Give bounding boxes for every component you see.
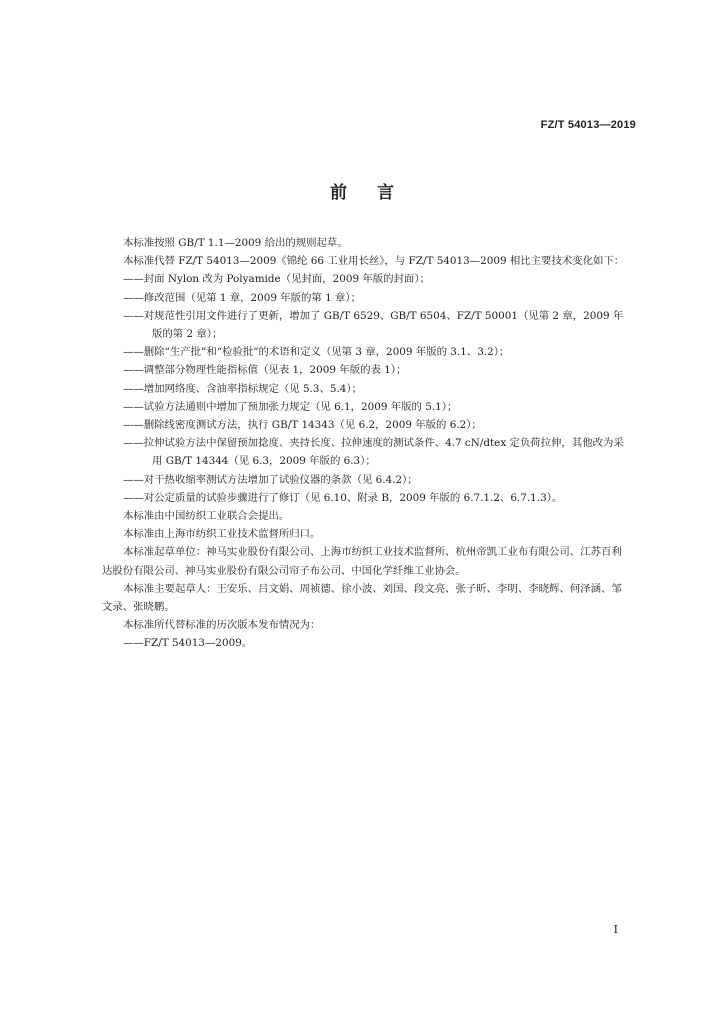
change-item: ——调整部分物理性能指标值（见表 1，2009 年版的表 1）； bbox=[123, 364, 407, 377]
paragraph: 本标准所代替标准的历次版本发布情况为： bbox=[123, 619, 321, 632]
paragraph: 本标准主要起草人：王安乐、吕文娟、周祯德、徐小波、刘国、段文亮、张子昕、李明、李晓辉、何泽涵、邹文录、张晓鹏。 bbox=[102, 582, 622, 614]
change-item: ——对规范性引用文件进行了更新，增加了 GB/T 6529、GB/T 6504、FZ/T 50001（见第 2 章，2009 年版的第 2 章）； bbox=[123, 309, 624, 341]
change-item: ——对干热收缩率测试方法增加了试验仪器的条款（见 6.4.2）； bbox=[123, 473, 418, 486]
change-item: ——增加网络度、含油率指标规定（见 5.3、5.4）； bbox=[123, 382, 362, 395]
page-number: I bbox=[613, 923, 618, 936]
change-item: ——删除线密度测试方法，执行 GB/T 14343（见 6.2，2009 年版的 6.2）； bbox=[123, 419, 482, 432]
change-item: ——删除“生产批”和“检验批”的术语和定义（见第 3 章，2009 年版的 3.1、3.2）； bbox=[123, 346, 510, 359]
change-item: ——封面 Nylon 改为 Polyamide（见封面，2009 年版的封面）； bbox=[123, 273, 430, 286]
paragraph: 本标准由上海市纺织工业技术监督所归口。 bbox=[123, 528, 321, 541]
document-code: FZ/T 54013—2019 bbox=[540, 119, 636, 131]
paragraph: 本标准按照 GB/T 1.1—2009 给出的规则起草。 bbox=[123, 237, 348, 249]
change-item: ——试验方法通则中增加了预加张力规定（见 6.1，2009 年版的 5.1）； bbox=[123, 400, 458, 413]
change-item: ——对公定质量的试验步骤进行了修订（见 6.10、附录 B，2009 年版的 6.7.1.2、6.7.1.3）。 bbox=[123, 491, 563, 504]
paragraph: 本标准起草单位：神马实业股份有限公司、上海市纺织工业技术监督所、杭州帝凯工业布有限公司、江苏百利达股份有限公司、神马实业股份有限公司帘子布公司、中国化学纤维工业协会。 bbox=[102, 546, 622, 577]
change-item: ——修改范围（见第 1 章，2009 年版的第 1 章）； bbox=[123, 291, 362, 304]
history-item: ——FZ/T 54013—2009。 bbox=[123, 637, 253, 650]
paragraph: 本标准代替 FZ/T 54013—2009《锦纶 66 工业用长丝》，与 FZ/T 54013—2009 相比主要技术变化如下： bbox=[123, 255, 625, 268]
paragraph: 本标准由中国纺织工业联合会提出。 bbox=[123, 510, 290, 523]
foreword-body bbox=[102, 234, 632, 653]
page-title: 前言 bbox=[330, 183, 424, 203]
change-item: ——拉伸试验方法中保留预加捻度、夹持长度、拉伸速度的测试条件、4.7 cN/dtex 定负荷拉伸，其他改为采用 GB/T 14344（见 6.3，2009 年版的 6.3）； bbox=[123, 437, 624, 468]
